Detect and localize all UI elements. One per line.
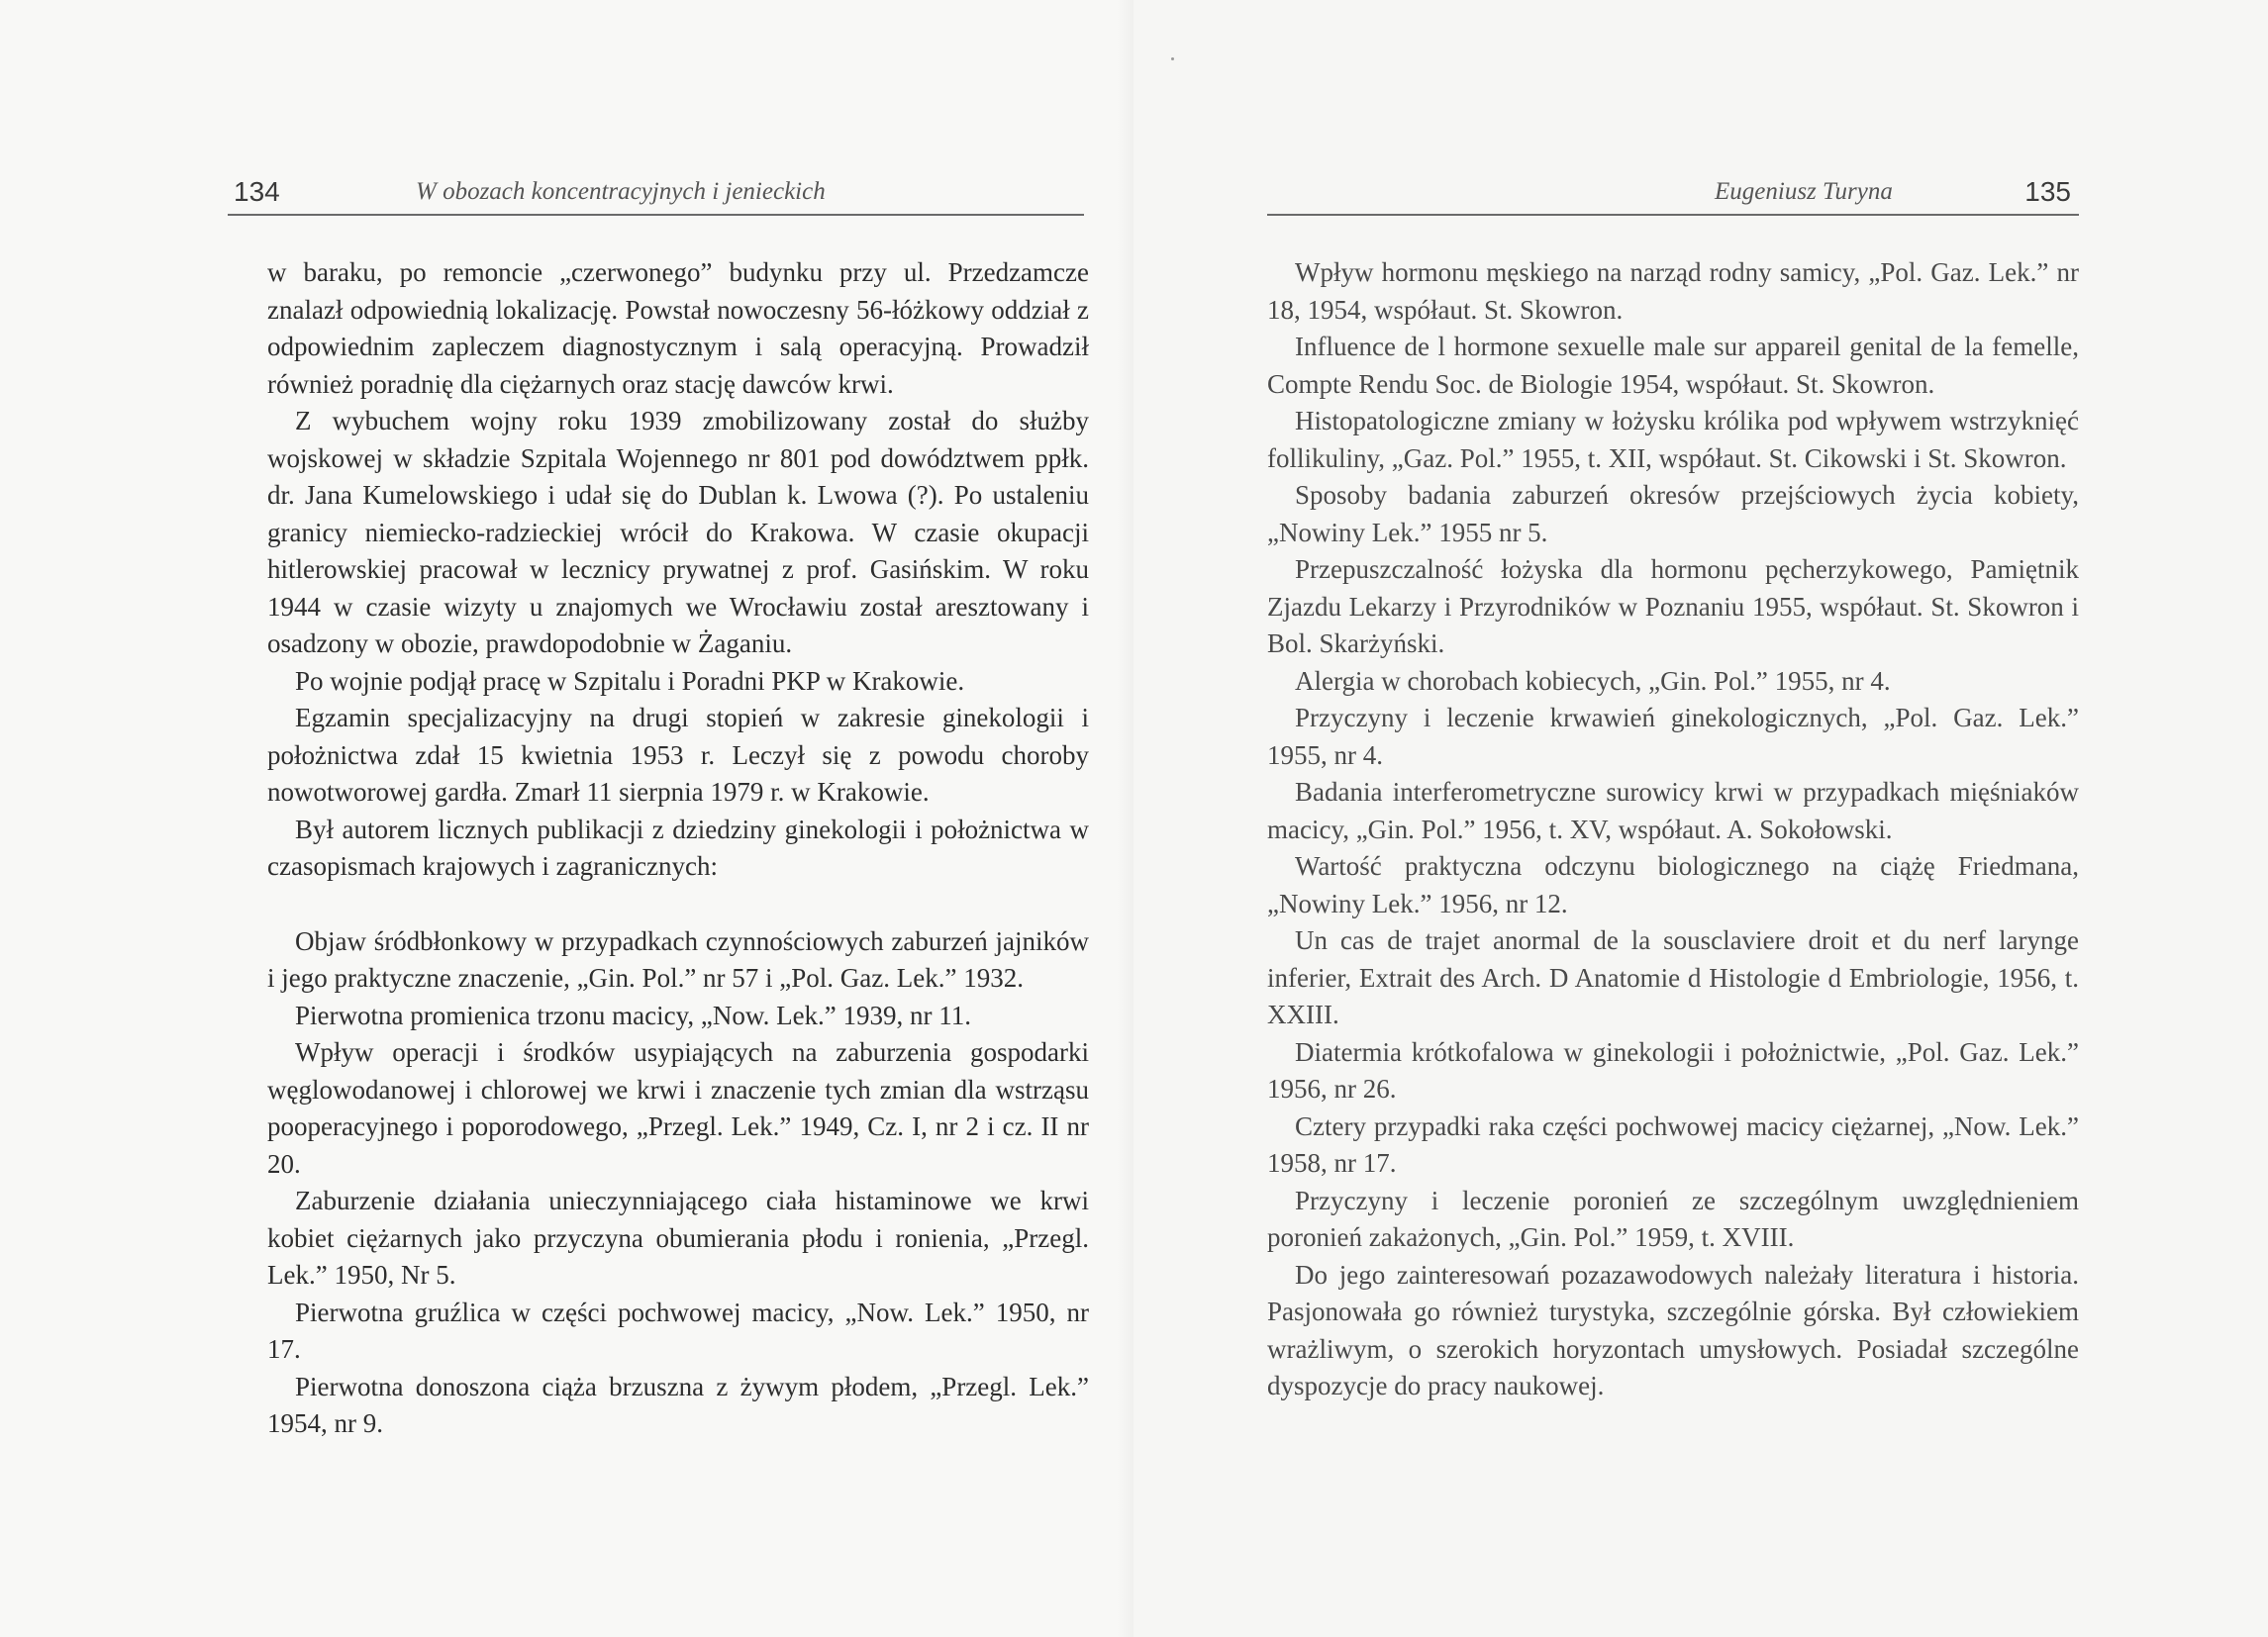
left-text-column (267, 254, 1089, 1443)
publication-entry: Pierwotna promienica trzonu macicy, „Now. Lek.” 1939, nr 11. (295, 1000, 972, 1030)
publication-entry: Przyczyny i leczenie krwawień ginekologicznych, „Pol. Gaz. Lek.” 1955, nr 4. (1267, 703, 2079, 770)
publication-entry: Objaw śródbłonkowy w przypadkach czynnościowych zaburzeń jajników i jego praktyczne znaczenie, „Gin. Pol.” nr 57 i „Pol. Gaz. Lek.” 1932. (267, 925, 1089, 993)
publication-entry: Pierwotna donoszona ciąża brzuszna z żywym płodem, „Przegl. Lek.” 1954, nr 9. (267, 1371, 1089, 1438)
left-page-number: 134 (234, 176, 280, 207)
publication-entry: Influence de l hormone sexuelle male sur appareil genital de la femelle, Compte Rendu Soc. de Biologie 1954, współaut. St. Skowron. (1267, 332, 2079, 399)
publication-entry: Przyczyny i leczenie poronień ze szczególnym uwzględnieniem poronień zakażonych, „Gin. Pol.” 1959, t. XVIII. (1267, 1185, 2079, 1252)
left-running-title: W obozach koncentracyjnych i jenieckich (416, 178, 826, 205)
publication-entry: Przepuszczalność łożyska dla hormonu pęcherzykowego, Pamiętnik Zjazdu Lekarzy i Przyrodników w Poznaniu 1955, współaut. St. Skowron i Bol. Skarżyński. (1267, 554, 2079, 658)
publication-entry: Sposoby badania zaburzeń okresów przejściowych życia kobiety, „Nowiny Lek.” 1955 nr 5. (1267, 480, 2079, 547)
left-running-header (228, 174, 1084, 216)
publication-entry: Badania interferometryczne surowicy krwi w przypadkach mięśniaków macicy, „Gin. Pol.” 1956, t. XV, współaut. A. Sokołowski. (1267, 777, 2079, 844)
body-paragraph: w baraku, po remoncie „czerwonego” budynku przy ul. Przedzamcze znalazł odpowiednią lokalizację. Powstał nowoczesny 56-łóżkowy oddział z odpowiednim zapleczem diagnostycznym i salą operacyjną. Prowadził również poradnię dla ciężarnych oraz stację dawców krwi. (267, 257, 1089, 399)
publication-entry: Un cas de trajet anormal de la sousclaviere droit et du nerf larynge inferier, Extrait des Arch. D Anatomie d Histologie d Embriologie, 1956, t. XXIII. (1267, 925, 2079, 1029)
right-running-header (1267, 174, 2079, 216)
publication-entry: Wpływ operacji i środków usypiających na zaburzenia gospodarki węglowodanowej i chlorowej we krwi i znaczenie tych zmian dla wstrząsu pooperacyjnego i poporodowego, „Przegl. Lek.” 1949, Cz. I, nr 2 i cz. II nr 20. (267, 1037, 1089, 1179)
body-paragraph: Z wybuchem wojny roku 1939 zmobilizowany został do służby wojskowej w składzie Szpitala Wojennego nr 801 pod dowództwem ppłk. dr. Jana Kumelowskiego i udał się do Dublan k. Lwowa (?). Po ustaleniu granicy niemiecko-radzieckiej wrócił do Krakowa. W czasie okupacji hitlerowskiej pracował w lecznicy prywatnej z prof. Gasińskim. W roku 1944 w czasie wizyty u znajomych we Wrocławiu został aresztowany i osadzony w obozie, prawdopodobnie w Żaganiu. (267, 406, 1089, 658)
right-running-title: Eugeniusz Turyna (1715, 178, 1893, 205)
scan-speck (1171, 57, 1174, 60)
body-paragraph: Egzamin specjalizacyjny na drugi stopień w zakresie ginekologii i położnictwa zdał 15 kwietnia 1953 r. Leczył się z powodu choroby nowotworowej gardła. Zmarł 11 sierpnia 1979 r. w Krakowie. (267, 703, 1089, 807)
body-paragraph: Po wojnie podjął pracę w Szpitalu i Poradni PKP w Krakowie. (295, 665, 965, 696)
publication-entry: Histopatologiczne zmiany w łożysku królika pod wpływem wstrzyknięć follikuliny, „Gaz. Pol.” 1955, t. XII, współaut. St. Cikowski i St. Skowron. (1267, 406, 2079, 473)
publication-entry: Pierwotna gruźlica w części pochwowej macicy, „Now. Lek.” 1950, nr 17. (267, 1297, 1089, 1364)
publication-entry: Cztery przypadki raka części pochwowej macicy ciężarnej, „Now. Lek.” 1958, nr 17. (1267, 1110, 2079, 1178)
publication-entry: Zaburzenie działania unieczynniającego ciała histaminowe we krwi kobiet ciężarnych jako przyczyna obumierania płodu i ronienia, „Przegl. Lek.” 1950, Nr 5. (267, 1186, 1089, 1290)
publication-entry: Alergia w chorobach kobiecych, „Gin. Pol.” 1955, nr 4. (1295, 665, 1891, 696)
publication-entry: Wpływ hormonu męskiego na narząd rodny samicy, „Pol. Gaz. Lek.” nr 18, 1954, współaut. St. Skowron. (1267, 257, 2079, 325)
section-gap (267, 886, 1089, 923)
body-paragraph: Był autorem licznych publikacji z dziedziny ginekologii i położnictwa w czasopismach krajowych i zagranicznych: (267, 814, 1089, 881)
right-page-number: 135 (2024, 176, 2071, 207)
publication-entry: Diatermia krótkofalowa w ginekologii i położnictwie, „Pol. Gaz. Lek.” 1956, nr 26. (1267, 1036, 2079, 1104)
publication-entry: Wartość praktyczna odczynu biologicznego na ciążę Friedmana, „Nowiny Lek.” 1956, nr 12. (1267, 851, 2079, 918)
closing-paragraph: Do jego zainteresowań pozazawodowych należały literatura i historia. Pasjonowała go również turystyka, szczególnie górska. Był człowiekiem wrażliwym, o szerokich horyzontach umysłowych. Posiadał szczególne dyspozycje do pracy naukowej. (1267, 1259, 2079, 1400)
right-text-column (1267, 254, 2079, 1405)
